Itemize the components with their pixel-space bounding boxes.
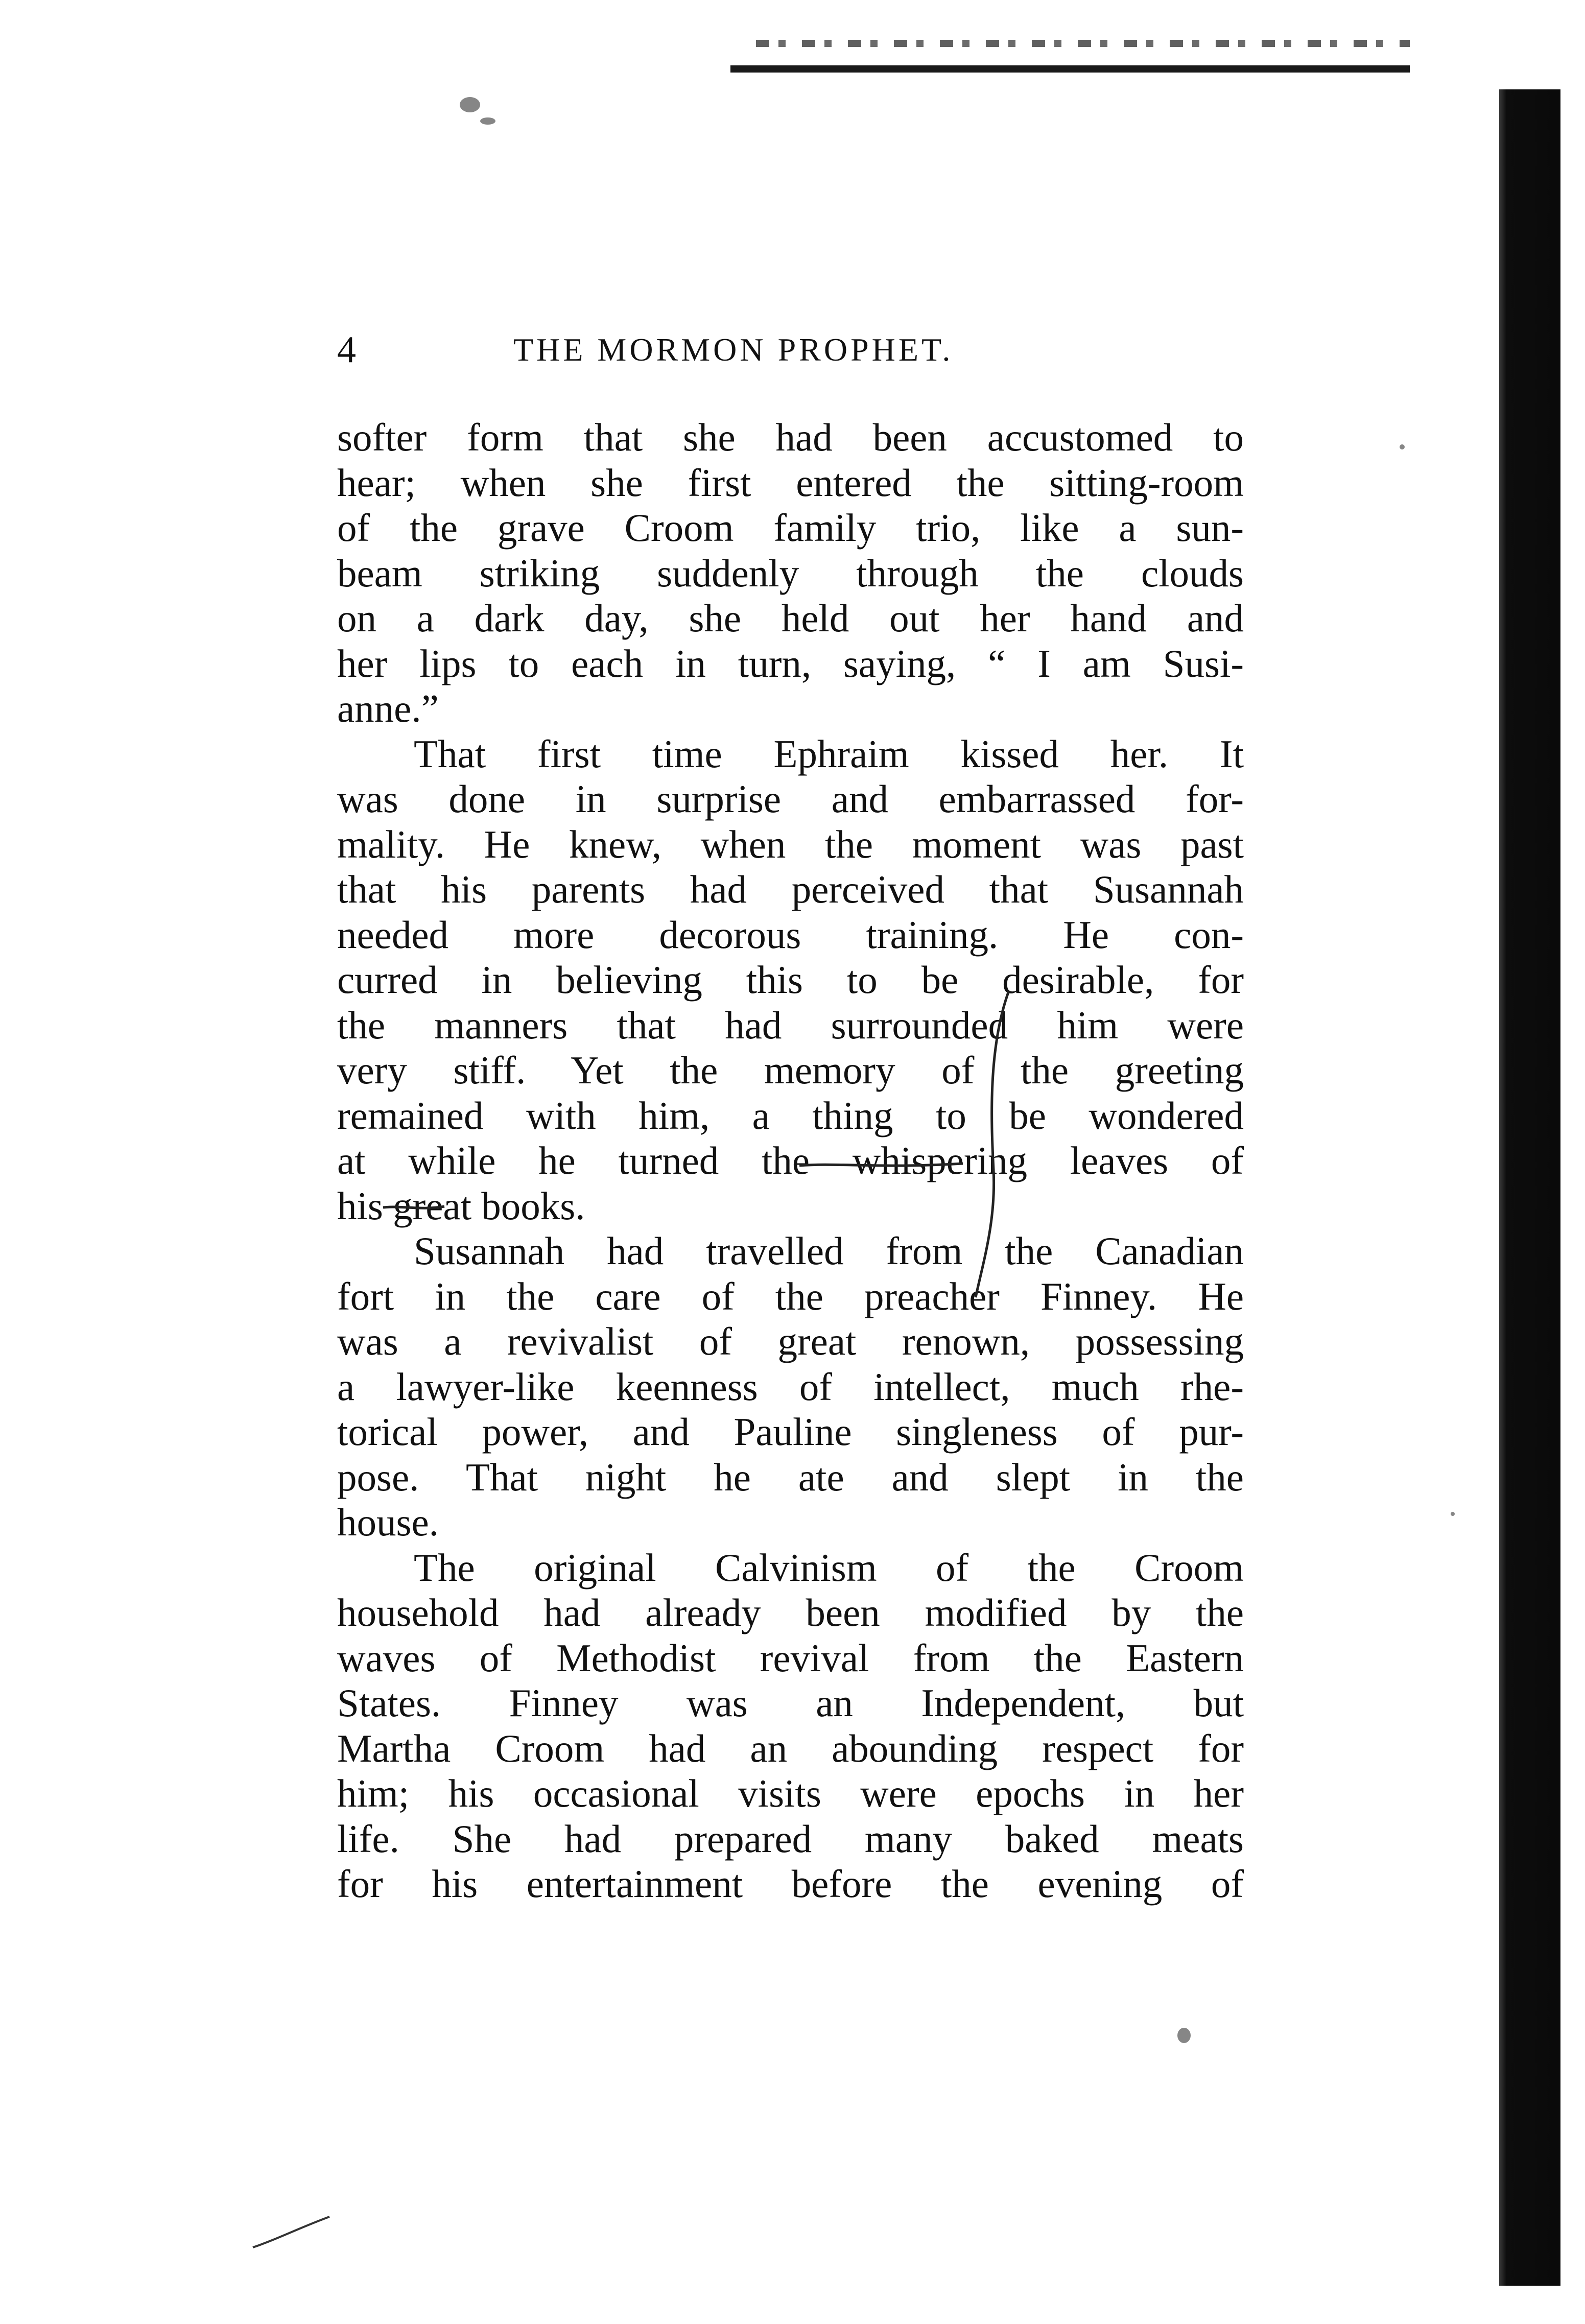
body-text <box>337 415 1244 1907</box>
text-line: beam striking suddenly through the clouds <box>337 551 1244 595</box>
text-line: hear; when she first entered the sitting-room <box>337 460 1244 505</box>
scan-speck <box>1451 1512 1455 1516</box>
text-line: needed more decorous training. He con- <box>337 912 1244 957</box>
text-line: household had already been modified by the <box>337 1591 1244 1634</box>
text-line: that his parents had perceived that Susannah <box>337 867 1244 911</box>
running-title: THE MORMON PROPHET. <box>513 331 954 368</box>
text-line: the manners that had surrounded him were <box>337 1003 1244 1047</box>
scan-speck <box>1400 444 1405 449</box>
text-line: at while he turned the whispering leaves of <box>337 1139 1244 1182</box>
text-line: Martha Croom had an abounding respect for <box>337 1726 1244 1770</box>
page-number: 4 <box>337 329 356 371</box>
text-line: torical power, and Pauline singleness of pur- <box>337 1410 1244 1454</box>
text-line: very stiff. Yet the memory of the greeting <box>337 1048 1244 1092</box>
text-line: The original Calvinism of the Croom <box>414 1545 1244 1590</box>
text-line: States. Finney was an Independent, but <box>337 1681 1244 1725</box>
text-line: house. <box>337 1500 439 1544</box>
text-line: his great books. <box>337 1183 585 1228</box>
text-line: Susannah had travelled from the Canadian <box>414 1229 1244 1273</box>
text-line: was done in surprise and embarrassed for- <box>337 777 1244 821</box>
text-line: on a dark day, she held out her hand and <box>337 596 1244 640</box>
text-line: anne.” <box>337 686 439 730</box>
text-line: of the grave Croom family trio, like a sun- <box>337 506 1244 550</box>
text-line: was a revivalist of great renown, possessing <box>337 1319 1244 1363</box>
text-line: softer form that she had been accustomed to <box>337 415 1244 459</box>
scan-speck <box>1177 2028 1191 2043</box>
scan-speck <box>460 97 480 112</box>
text-line: curred in believing this to be desirable, for <box>337 958 1244 1002</box>
text-line: him; his occasional visits were epochs in her <box>337 1771 1244 1815</box>
text-line: life. She had prepared many baked meats <box>337 1816 1244 1861</box>
text-line: for his entertainment before the evening of <box>337 1862 1244 1906</box>
text-line: a lawyer-like keenness of intellect, much rhe- <box>337 1364 1244 1409</box>
text-line: mality. He knew, when the moment was past <box>337 822 1244 866</box>
scan-edge-right <box>1499 89 1560 2286</box>
text-line: remained with him, a thing to be wondered <box>337 1093 1244 1137</box>
pencil-margin-stroke <box>250 2214 332 2250</box>
scan-noise-top <box>756 40 1410 47</box>
text-line: waves of Methodist revival from the Eastern <box>337 1635 1244 1680</box>
page-header <box>337 327 1246 373</box>
text-line: fort in the care of the preacher Finney. He <box>337 1274 1244 1318</box>
text-line: That first time Ephraim kissed her. It <box>414 731 1244 776</box>
text-line: pose. That night he ate and slept in the <box>337 1455 1244 1499</box>
text-line: her lips to each in turn, saying, “ I am Susi- <box>337 641 1244 685</box>
scan-rule-top <box>730 65 1410 73</box>
scan-speck <box>480 117 495 125</box>
